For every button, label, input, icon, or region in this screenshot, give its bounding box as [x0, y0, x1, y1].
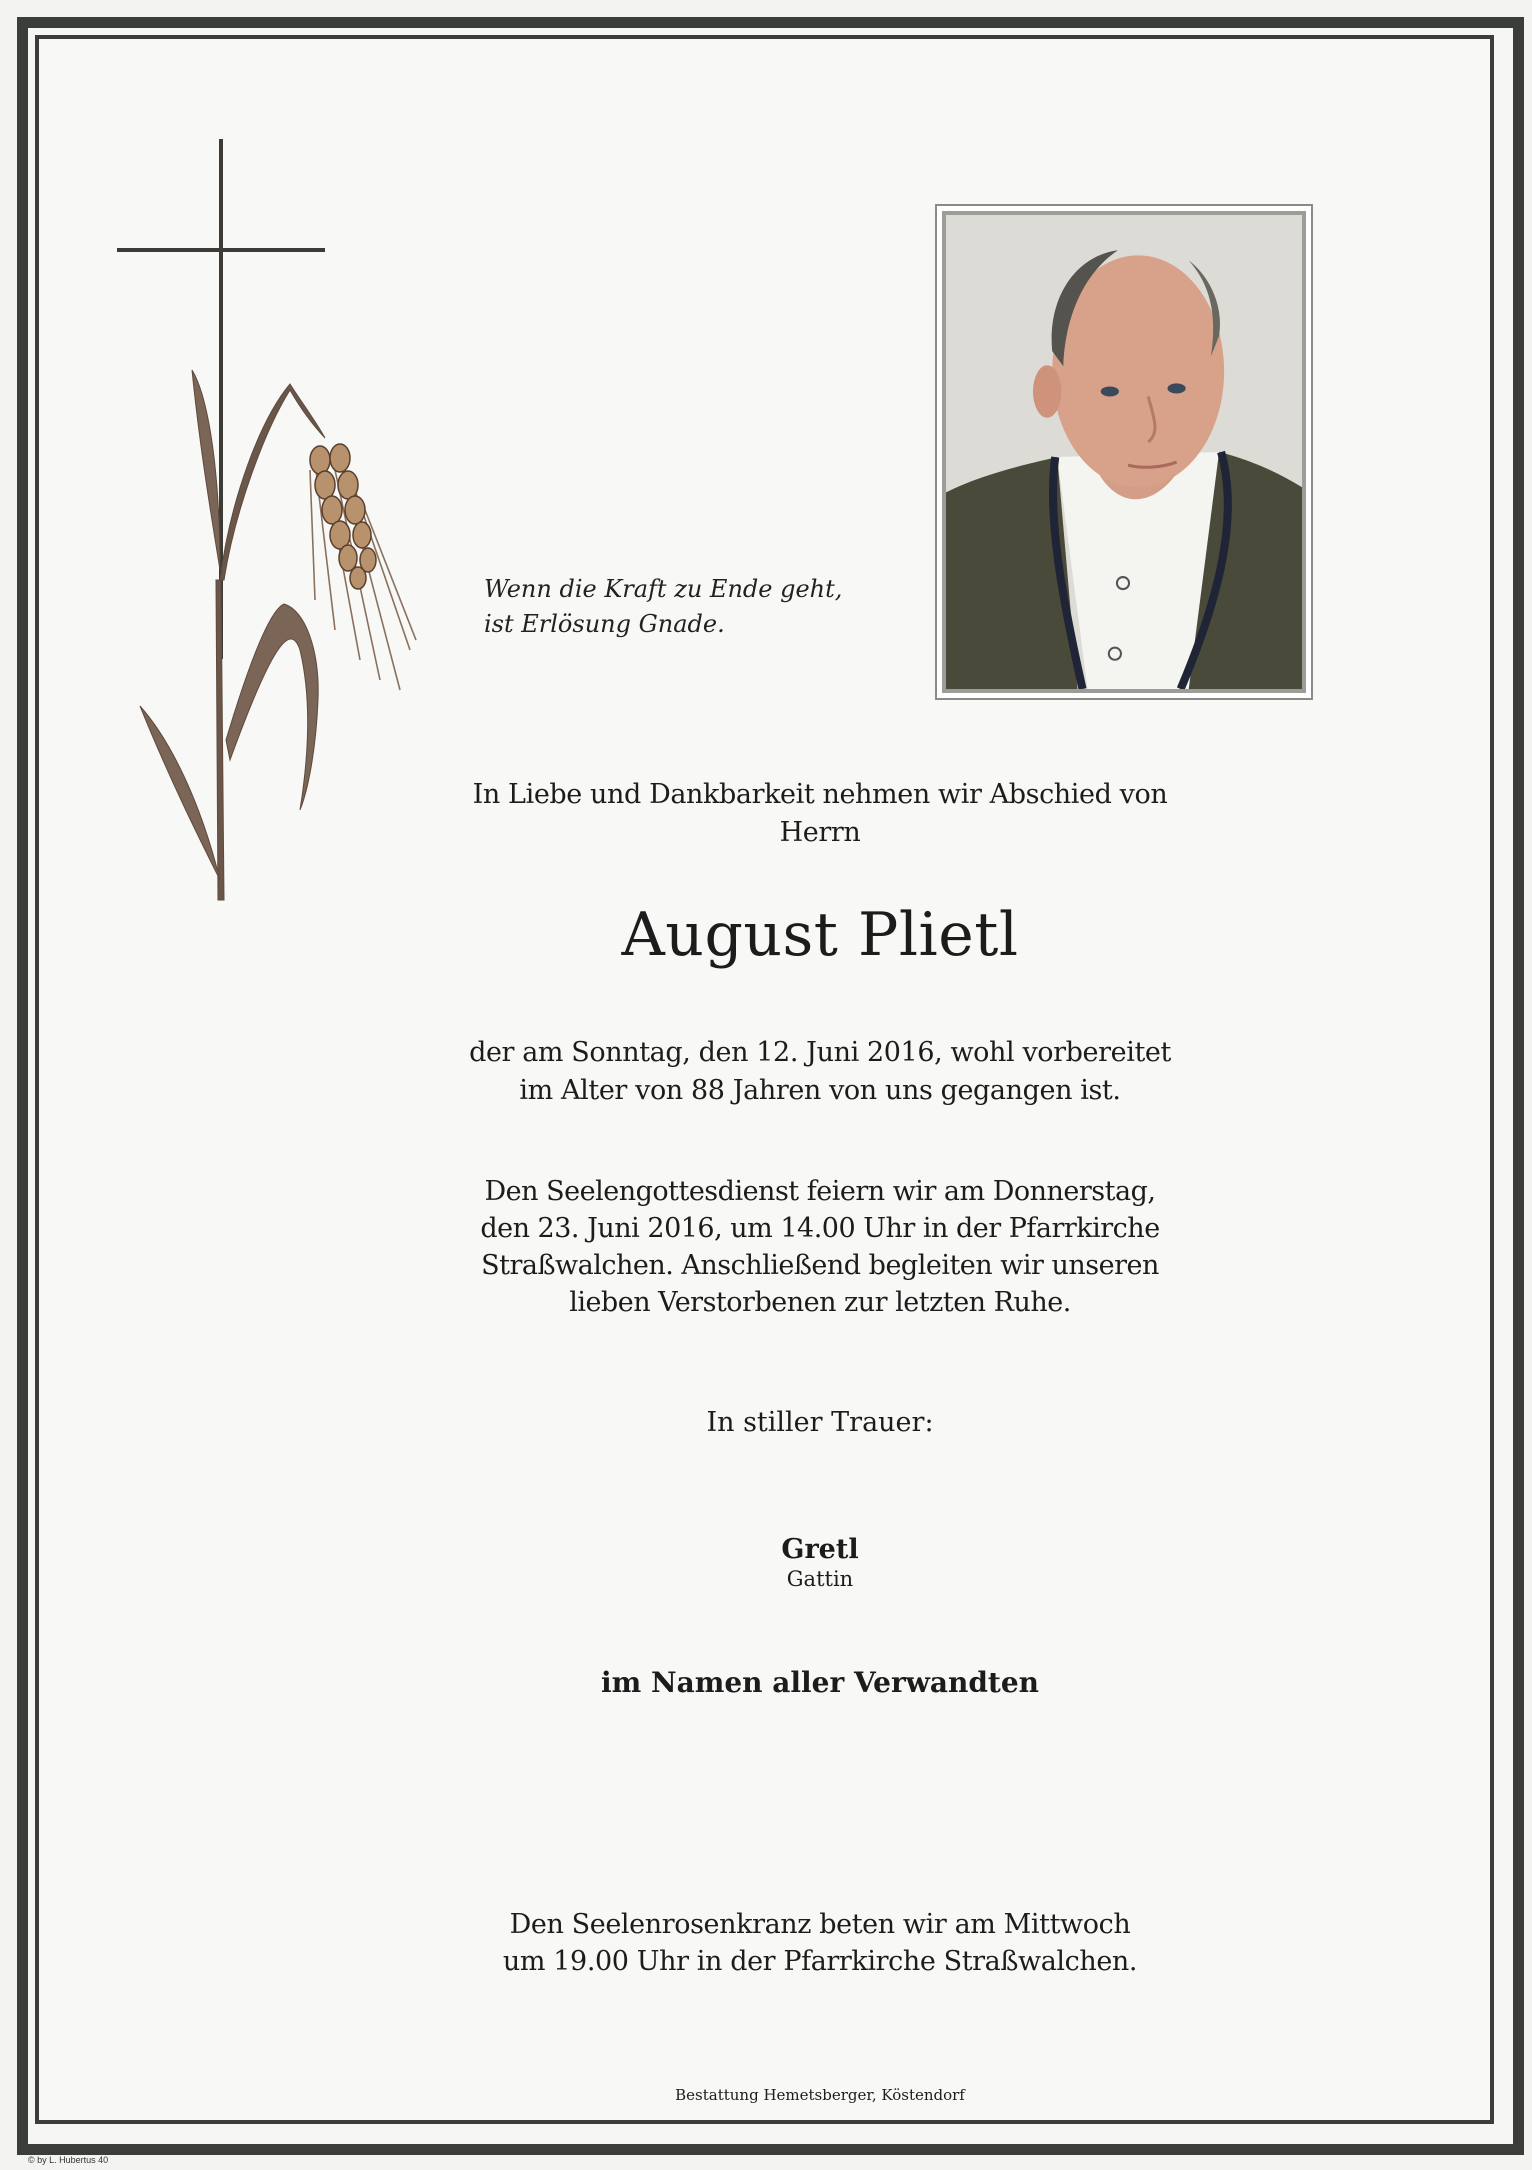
death-line: im Alter von 88 Jahren von uns gegangen ist.	[519, 1075, 1121, 1106]
quote-line: Wenn die Kraft zu Ende geht,	[484, 575, 843, 603]
death-line: der am Sonntag, den 12. Juni 2016, wohl vorbereitet	[469, 1037, 1171, 1068]
intro-text	[420, 776, 1220, 852]
cross-icon-bar	[117, 248, 325, 252]
portrait-frame	[935, 204, 1313, 700]
rosary-line: um 19.00 Uhr in der Pfarrkirche Straßwalchen.	[502, 1946, 1138, 1977]
quote-line: ist Erlösung Gnade.	[484, 610, 725, 638]
deceased-name: August Plietl	[621, 900, 1019, 970]
portrait-image	[946, 215, 1302, 689]
service-line: Den Seelengottesdienst feiern wir am Donnerstag,	[484, 1176, 1156, 1207]
intro-line: In Liebe und Dankbarkeit nehmen wir Abschied von	[472, 779, 1168, 810]
undertaker: Bestattung Hemetsberger, Köstendorf	[675, 2086, 965, 2104]
service-line: den 23. Juni 2016, um 14.00 Uhr in der Pfarrkirche	[480, 1213, 1160, 1244]
death-text	[420, 1034, 1220, 1110]
mourner-relation: Gattin	[786, 1567, 854, 1591]
mourning-heading: In stiller Trauer:	[706, 1407, 934, 1438]
copyright: © by L. Hubertus 40	[28, 2155, 109, 2165]
intro-line: Herrn	[779, 817, 861, 848]
service-line: Straßwalchen. Anschließend begleiten wir unseren	[481, 1250, 1159, 1281]
mourner-name: Gretl	[781, 1534, 859, 1565]
portrait-photo	[942, 211, 1306, 693]
service-line: lieben Verstorbenen zur letzten Ruhe.	[569, 1287, 1071, 1318]
rosary-text	[420, 1906, 1220, 1980]
relatives-line: im Namen aller Verwandten	[600, 1666, 1040, 1699]
wheat-ear-icon	[120, 360, 440, 920]
service-text	[420, 1173, 1220, 1321]
rosary-line: Den Seelenrosenkranz beten wir am Mittwoch	[509, 1909, 1131, 1940]
quote	[484, 572, 904, 642]
